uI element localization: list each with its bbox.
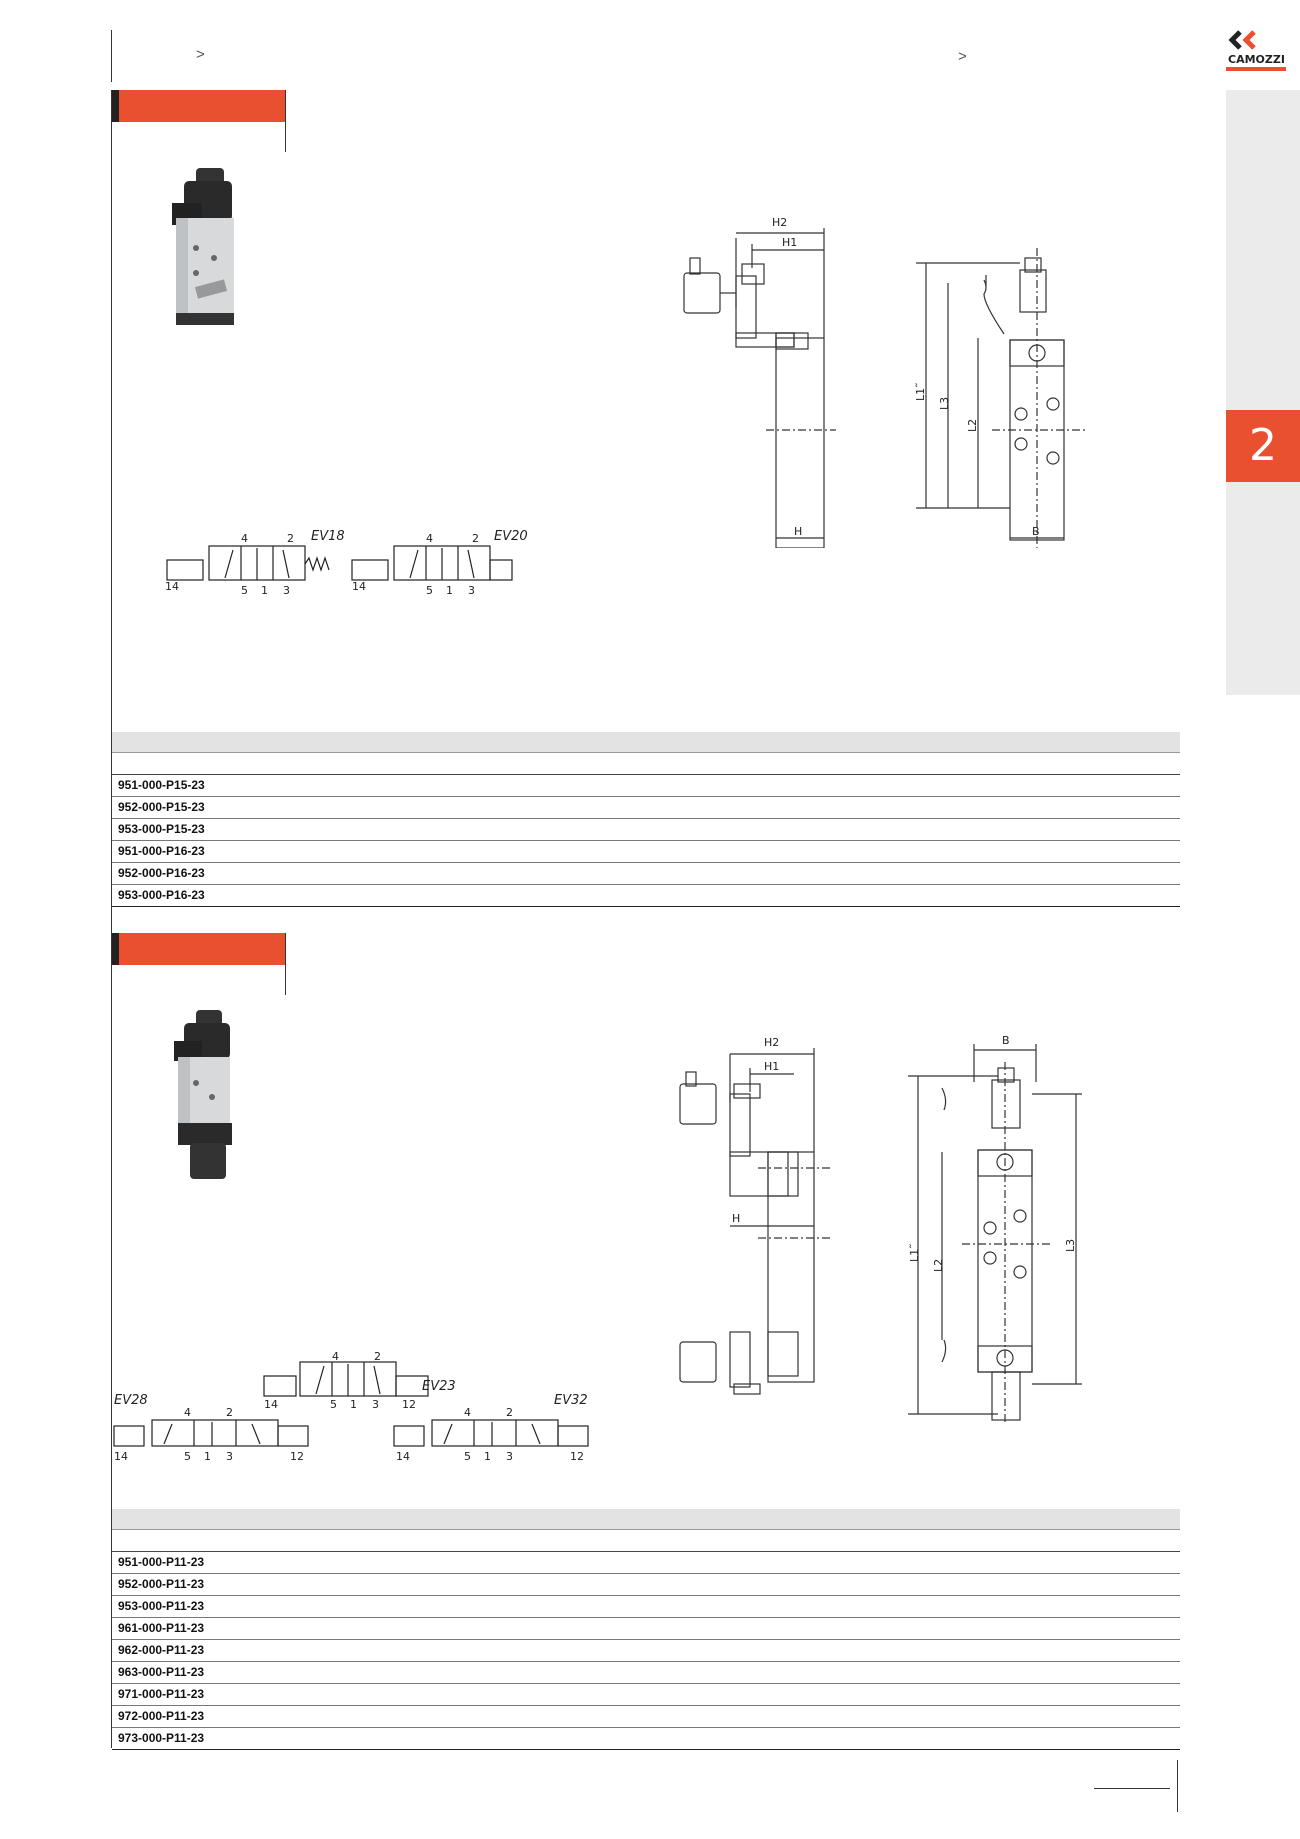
svg-text:12: 12: [570, 1450, 584, 1462]
svg-text:2: 2: [472, 532, 479, 545]
svg-text:1: 1: [350, 1398, 357, 1411]
section1-symbol-ev18: [165, 528, 350, 596]
svg-text:14: 14: [352, 580, 366, 593]
svg-text:5: 5: [464, 1450, 471, 1462]
svg-text:1: 1: [204, 1450, 211, 1462]
side-tab-chapter[interactable]: 2: [1226, 410, 1300, 482]
svg-text:1: 1: [484, 1450, 491, 1462]
svg-text:B: B: [1032, 525, 1040, 538]
svg-text:12: 12: [290, 1450, 304, 1462]
left-margin-rule: [111, 30, 112, 82]
breadcrumb-right[interactable]: >: [958, 48, 967, 65]
section1-table: [112, 732, 1180, 907]
svg-text:1: 1: [446, 584, 453, 596]
svg-text:4: 4: [332, 1350, 339, 1363]
svg-text:2: 2: [287, 532, 294, 545]
svg-text:14: 14: [396, 1450, 410, 1462]
svg-text:4: 4: [464, 1406, 471, 1419]
svg-text:H1: H1: [764, 1060, 780, 1073]
table-row: 972-000-P11-23: [112, 1706, 1180, 1728]
section1-header-bar: [112, 90, 286, 122]
section2-symbol-ev32: [392, 1390, 592, 1462]
svg-text:L2: L2: [932, 1258, 945, 1272]
svg-text:2: 2: [506, 1406, 513, 1419]
svg-text:3: 3: [372, 1398, 379, 1411]
svg-text:EV23: EV23: [422, 1379, 456, 1394]
section1-dimension-drawing: [676, 208, 1096, 548]
table-row: 961-000-P11-23: [112, 1618, 1180, 1640]
svg-text:12: 12: [402, 1398, 416, 1411]
section2-symbol-ev28: [112, 1390, 312, 1462]
table-row: 971-000-P11-23: [112, 1684, 1180, 1706]
svg-text:14: 14: [114, 1450, 128, 1462]
side-tab-strip: [1226, 90, 1300, 695]
footer-rule: [1094, 1788, 1170, 1789]
svg-text:2: 2: [374, 1350, 381, 1363]
table-row: 951-000-P16-23: [112, 841, 1180, 863]
table-row: 963-000-P11-23: [112, 1662, 1180, 1684]
svg-text:EV18: EV18: [311, 529, 345, 544]
section2-header-rule: [285, 933, 286, 995]
svg-text:EV28: EV28: [114, 1393, 148, 1408]
footer-vertical-rule: [1177, 1760, 1178, 1812]
svg-text:3: 3: [283, 584, 290, 596]
section1-symbol-ev20: [350, 528, 535, 596]
table-subheader: [112, 753, 1180, 775]
svg-text:B: B: [1002, 1034, 1010, 1047]
svg-text:3: 3: [468, 584, 475, 596]
svg-text:5: 5: [330, 1398, 337, 1411]
table-row: 952-000-P16-23: [112, 863, 1180, 885]
svg-text:4: 4: [184, 1406, 191, 1419]
svg-text:H: H: [794, 525, 803, 538]
section2-table: [112, 1509, 1180, 1750]
svg-text:H2: H2: [772, 216, 788, 229]
svg-text:4: 4: [241, 532, 248, 545]
table-subheader: [112, 1530, 1180, 1552]
svg-text:3: 3: [506, 1450, 513, 1462]
section1-product-image: [166, 163, 256, 338]
section2-header-bar: [112, 933, 286, 965]
table-row: 953-000-P11-23: [112, 1596, 1180, 1618]
svg-text:EV32: EV32: [554, 1393, 588, 1408]
svg-text:4: 4: [426, 532, 433, 545]
svg-text:H: H: [732, 1212, 741, 1225]
svg-text:2: 2: [226, 1406, 233, 1419]
svg-text:L3: L3: [938, 396, 951, 410]
svg-text:5: 5: [426, 584, 433, 596]
left-margin-rule-long: [111, 90, 112, 1748]
section2-dimension-drawing: [672, 1032, 1092, 1422]
table-header: [112, 732, 1180, 753]
svg-text:14: 14: [165, 580, 179, 593]
svg-text:H1: H1: [782, 236, 798, 249]
section2-product-image: [166, 1005, 256, 1185]
table-row: 973-000-P11-23: [112, 1728, 1180, 1750]
section1-header-rule: [285, 90, 286, 152]
svg-text:14: 14: [264, 1398, 278, 1411]
svg-text:5: 5: [241, 584, 248, 596]
svg-text:CAMOZZI: CAMOZZI: [1228, 53, 1285, 66]
svg-text:L3: L3: [1064, 1238, 1077, 1252]
camozzi-logo: [1226, 28, 1288, 74]
svg-text:L1˜: L1˜: [908, 1243, 921, 1262]
breadcrumb-left[interactable]: >: [196, 46, 205, 63]
svg-text:L1˜: L1˜: [914, 382, 927, 401]
svg-text:5: 5: [184, 1450, 191, 1462]
table-row: 951-000-P15-23: [112, 775, 1180, 797]
table-row: 952-000-P15-23: [112, 797, 1180, 819]
svg-text:H2: H2: [764, 1036, 780, 1049]
svg-text:3: 3: [226, 1450, 233, 1462]
table-row: 951-000-P11-23: [112, 1552, 1180, 1574]
table-row: 953-000-P15-23: [112, 819, 1180, 841]
svg-text:L2: L2: [966, 418, 979, 432]
table-row: 952-000-P11-23: [112, 1574, 1180, 1596]
svg-text:1: 1: [261, 584, 268, 596]
table-header: [112, 1509, 1180, 1530]
table-row: 953-000-P16-23: [112, 885, 1180, 907]
table-row: 962-000-P11-23: [112, 1640, 1180, 1662]
svg-text:EV20: EV20: [494, 529, 528, 544]
